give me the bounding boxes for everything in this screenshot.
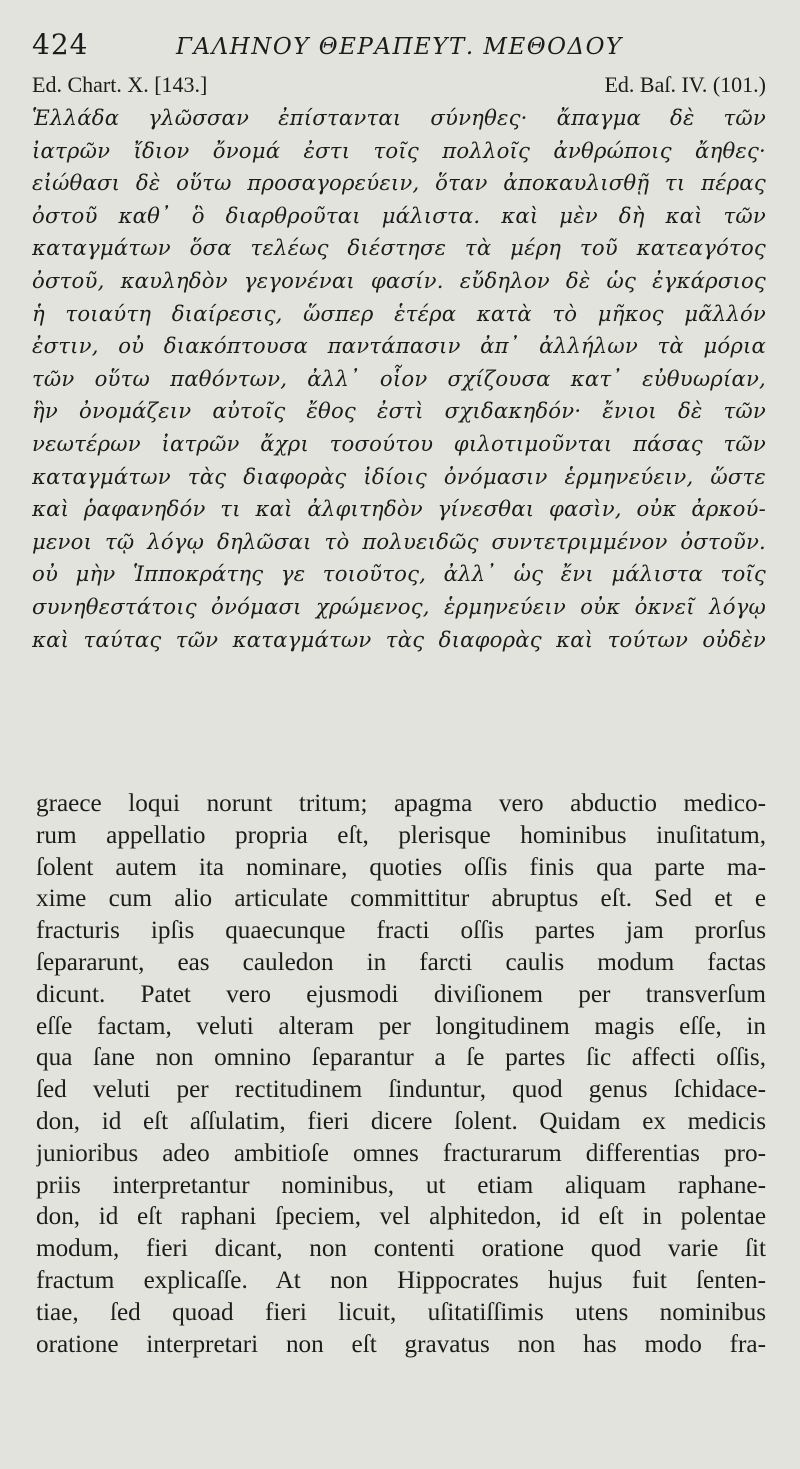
latin-line: ſepararunt, eas cauledon in farcti caulis modum factas (36, 948, 766, 976)
greek-line: τῶν οὕτω παθόντων, ἀλλ᾽ οἷον σχίζουσα κατ᾽ εὐθυωρίαν, (32, 365, 766, 391)
greek-line: καὶ ῥαφανηδόν τι καὶ ἀλφιτηδὸν γίνεσθαι φασὶν, οὐκ ἀρκού- (32, 496, 766, 522)
latin-line: priis interpretantur nominibus, ut etiam aliquam raphane- (36, 1171, 766, 1199)
latin-line: ſolent autem ita nominare, quoties oſſis finis qua parte ma- (36, 853, 766, 881)
greek-line: ὀστοῦ, καυληδὸν γεγονέναι φασίν. εὔδηλον δὲ ὡς ἐγκάρσιος (32, 267, 766, 293)
latin-line: ſed veluti per rectitudinem ſinduntur, quod genus ſchidace- (36, 1076, 766, 1104)
greek-line: ἐστιν, οὐ διακόπτουσα παντάπασιν ἀπ᾽ ἀλλήλων τὰ μόρια (32, 333, 766, 359)
latin-line: eſſe factam, veluti alteram per longitudinem magis eſſe, in (36, 1012, 766, 1040)
running-title: ΓΑΛΗΝΟΥ ΘΕΡΑΠΕΥΤ. ΜΕΘΟΔΟΥ (176, 34, 623, 60)
latin-line: xime cum alio articulate committitur abruptus eſt. Sed et e (36, 885, 766, 913)
latin-line: dicunt. Patet vero ejusmodi diviſionem per transverſum (36, 980, 766, 1008)
greek-line: Ἑλλάδα γλῶσσαν ἐπίστανται σύνηθες· ἄπαγμα δὲ τῶν (32, 105, 766, 130)
edition-reference-right: Ed. Baſ. IV. (101.) (604, 72, 766, 97)
page-number: 424 (32, 28, 89, 61)
greek-line: εἰώθασι δὲ οὕτω προσαγορεύειν, ὅταν ἀποκαυλισθῇ τι πέρας (32, 170, 766, 196)
latin-line: don, id eſt aſſulatim, fieri dicere ſolent. Quidam ex medicis (36, 1107, 766, 1135)
greek-line: μενοι τῷ λόγῳ δηλῶσαι τὸ πολυειδῶς συντετριμμένον ὀστοῦν. (32, 528, 766, 554)
greek-line: ἰατρῶν ἴδιον ὄνομά ἐστι τοῖς πολλοῖς ἀνθρώποις ἄηθες· (32, 137, 766, 163)
latin-line: qua ſane non omnino ſeparantur a ſe partes ſic affecti oſſis, (36, 1044, 766, 1072)
greek-line: συνηθεστάτοις ὀνόμασι χρώμενος, ἑρμηνεύειν οὐκ ὀκνεῖ λόγῳ (32, 593, 766, 619)
greek-line: καὶ ταύτας τῶν καταγμάτων τὰς διαφορὰς καὶ τούτων οὐδὲν (32, 626, 766, 652)
latin-line: tiae, ſed quoad fieri licuit, uſitatiſſimis utens nominibus (36, 1298, 766, 1326)
greek-line: ἡ τοιαύτη διαίρεσις, ὥσπερ ἑτέρα κατὰ τὸ μῆκος μᾶλλόν (32, 300, 766, 326)
latin-line: rum appellatio propria eſt, plerisque hominibus inuſitatum, (36, 821, 766, 849)
greek-line: οὐ μὴν Ἱπποκράτης γε τοιοῦτος, ἀλλ᾽ ὡς ἔνι μάλιστα τοῖς (32, 561, 766, 587)
latin-line: fractum explicaſſe. At non Hippocrates hujus fuit ſenten- (36, 1266, 766, 1294)
latin-line: don, id eſt raphani ſpeciem, vel alphitedon, id eſt in polentae (36, 1203, 766, 1231)
latin-line: fracturis ipſis quaecunque fracti oſſis partes jam prorſus (36, 917, 766, 945)
latin-translation (36, 788, 766, 1360)
latin-line: modum, fieri dicant, non contenti oratione quod varie ſit (36, 1235, 766, 1263)
greek-line: καταγμάτων ὅσα τελέως διέστησε τὰ μέρη τοῦ κατεαγότος (32, 235, 766, 261)
greek-line: ἣν ὀνομάζειν αὐτοῖς ἔθος ἐστὶ σχιδακηδόν· ἔνιοι δὲ τῶν (32, 398, 766, 424)
greek-text (32, 102, 766, 656)
greek-line: καταγμάτων τὰς διαφορὰς ἰδίοις ὀνόμασιν ἑρμηνεύειν, ὥστε (32, 463, 766, 489)
edition-references (32, 72, 766, 102)
edition-reference-left: Ed. Chart. X. [143.] (32, 72, 208, 97)
greek-line: νεωτέρων ἰατρῶν ἄχρι τοσούτου φιλοτιμοῦνται πάσας τῶν (32, 430, 766, 456)
latin-line: junioribus adeo ambitioſe omnes fracturarum differentias pro- (36, 1139, 766, 1167)
greek-line: ὀστοῦ καθ᾽ ὃ διαρθροῦται μάλιστα. καὶ μὲν δὴ καὶ τῶν (32, 202, 766, 228)
running-head (32, 28, 766, 68)
latin-line: graece loqui norunt tritum; apagma vero abductio medico- (36, 790, 766, 817)
latin-line: oratione interpretari non eſt gravatus non has modo fra- (36, 1330, 766, 1358)
